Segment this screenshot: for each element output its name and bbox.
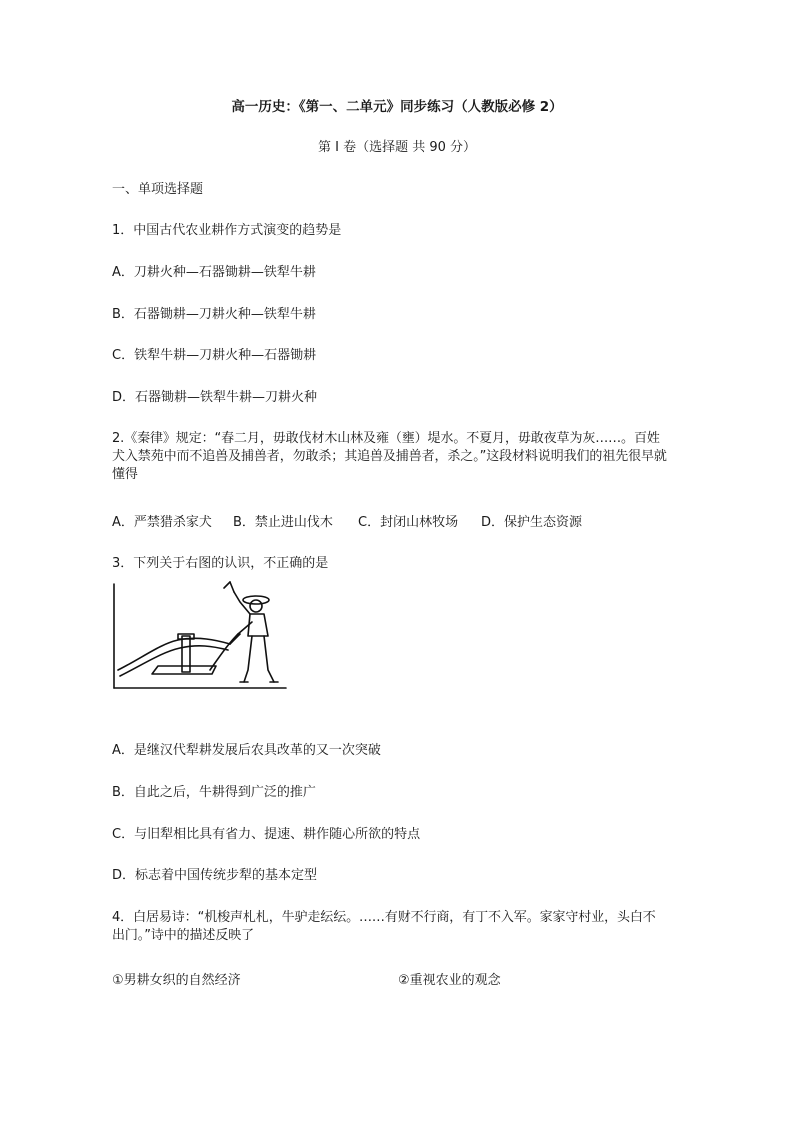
document-title: 高一历史：《第一、二单元》同步练习（人教版必修 2）: [231, 99, 563, 115]
q3-option-b: B．自此之后，牛耕得到广泛的推广: [112, 785, 316, 800]
question-3-stem: 3．下列关于右图的认识，不正确的是: [112, 556, 329, 571]
q2-option-a: A．严禁猎杀家犬: [112, 515, 212, 530]
q4-statement-1: ①男耕女织的自然经济: [112, 973, 241, 988]
q1-option-d: D．石器锄耕—铁犁牛耕—刀耕火种: [112, 390, 318, 405]
q2-option-d: D．保护生态资源: [481, 515, 583, 530]
q1-option-c: C．铁犁牛耕—刀耕火种—石器锄耕: [112, 348, 317, 363]
q3-option-d: D．标志着中国传统步犁的基本定型: [112, 868, 318, 883]
section-subtitle: 第 I 卷（选择题 共 90 分）: [317, 140, 477, 155]
q1-option-b: B．石器锄耕—刀耕火种—铁犁牛耕: [112, 307, 316, 322]
q3-option-a: A．是继汉代犁耕发展后农具改革的又一次突破: [112, 743, 381, 758]
question-2-stem: 2.《秦律》规定：“春二月，毋敢伐材木山林及雍（壅）堤水。不夏月，毋敢夜草为灰……。百姓犬入禁苑中而不追兽及捕兽者，勿敢杀；其追兽及捕兽者，杀之。”这段材料说明我们的祖先很早就懂得: [112, 431, 667, 482]
question-1-stem: 1．中国古代农业耕作方式演变的趋势是: [112, 223, 342, 238]
q2-option-c: C．封闭山林牧场: [358, 515, 459, 530]
q1-option-a: A．刀耕火种—石器锄耕—铁犁牛耕: [112, 265, 316, 280]
q3-option-c: C．与旧犁相比具有省力、提速、耕作随心所欲的特点: [112, 827, 421, 842]
plowing-illustration: [112, 578, 288, 690]
q2-option-b: B．禁止进山伐木: [233, 515, 333, 530]
question-4-stem: 4．白居易诗：“机梭声札札，牛驴走纭纭。……有财不行商，有丁不入军。家家守村业，头白不出门。”诗中的描述反映了: [112, 910, 656, 943]
q4-statement-2: ②重视农业的观念: [398, 973, 501, 988]
section-heading: 一、单项选择题: [112, 182, 204, 197]
